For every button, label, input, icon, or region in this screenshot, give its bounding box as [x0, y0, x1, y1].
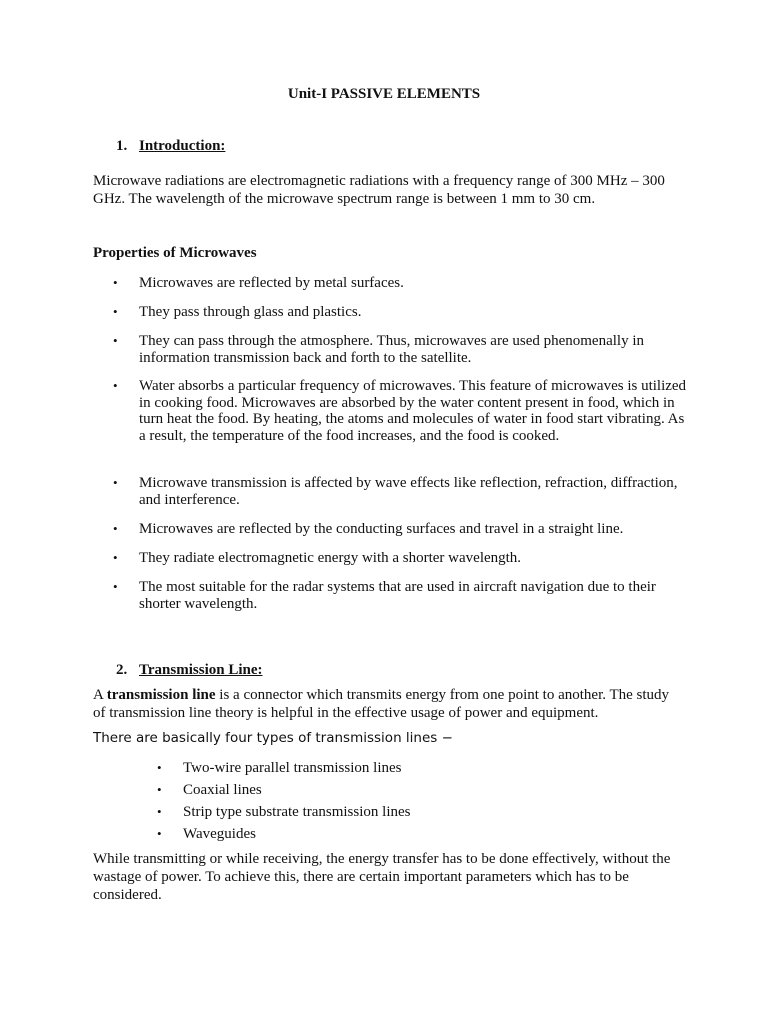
property-item: • They can pass through the atmosphere. Thus, microwaves are used phenomenally in information transmission back and forth to the satellite. [113, 333, 644, 366]
bold-term: transmission line [106, 687, 216, 703]
bullet-icon: • [157, 782, 162, 797]
bullet-icon: • [157, 804, 162, 819]
transmission-line-intro: A transmission line is a connector which transmits energy from one point to another. The study of transmission line theory is helpful in the effective usage of power and equipment. [93, 687, 670, 721]
property-item: • Microwaves are reflected by metal surfaces. [113, 275, 404, 291]
page-title: Unit-I PASSIVE ELEMENTS [287, 86, 481, 102]
bullet-icon: • [113, 550, 118, 565]
bullet-icon: • [113, 304, 118, 319]
section-2-number: 2. [116, 662, 128, 678]
types-intro: There are basically four types of transmission lines − [93, 730, 453, 746]
property-item: • The most suitable for the radar systems that are used in aircraft navigation due to their shorter wavelength. [113, 579, 656, 612]
section-1-number: 1. [116, 138, 128, 154]
type-item: • Coaxial lines [157, 782, 262, 798]
property-item: • Microwave transmission is affected by wave effects like reflection, refraction, diffraction, and interference. [113, 475, 678, 508]
bullet-icon: • [113, 333, 118, 348]
bullet-icon: • [113, 579, 118, 594]
bullet-icon: • [113, 275, 118, 290]
bullet-icon: • [113, 475, 118, 490]
bullet-icon: • [113, 378, 118, 393]
type-item: • Two-wire parallel transmission lines [157, 760, 402, 776]
section-2-title: Transmission Line: [139, 662, 263, 678]
intro-paragraph: Microwave radiations are electromagnetic radiations with a frequency range of 300 MHz – 300 GHz. The wavelength of the microwave spectrum range is between 1 mm to 30 cm. [93, 173, 665, 207]
section-1-heading [116, 138, 225, 155]
section-2-heading [116, 662, 263, 679]
section-1-title: Introduction: [139, 138, 226, 154]
properties-heading: Properties of Microwaves [93, 245, 257, 261]
type-item: • Strip type substrate transmission lines [157, 804, 411, 820]
bullet-icon: • [113, 521, 118, 536]
property-item: • Microwaves are reflected by the conducting surfaces and travel in a straight line. [113, 521, 624, 537]
bullet-icon: • [157, 826, 162, 841]
bullet-icon: • [157, 760, 162, 775]
property-item: • They radiate electromagnetic energy with a shorter wavelength. [113, 550, 522, 566]
closing-paragraph: While transmitting or while receiving, the energy transfer has to be done effectively, without the wastage of power. To achieve this, there are certain important parameters which has to be considered. [93, 851, 671, 903]
property-item: • Water absorbs a particular frequency of microwaves. This feature of microwaves is utilized in cooking food. Microwaves are absorbed by the water content present in food, which in turn heat the food. By heating, the atoms and molecules of water in food start vibrating. As a result, the temperature of the food increases, and the food is cooked. [113, 378, 687, 444]
type-item: • Waveguides [157, 826, 256, 842]
property-item: • They pass through glass and plastics. [113, 304, 362, 320]
